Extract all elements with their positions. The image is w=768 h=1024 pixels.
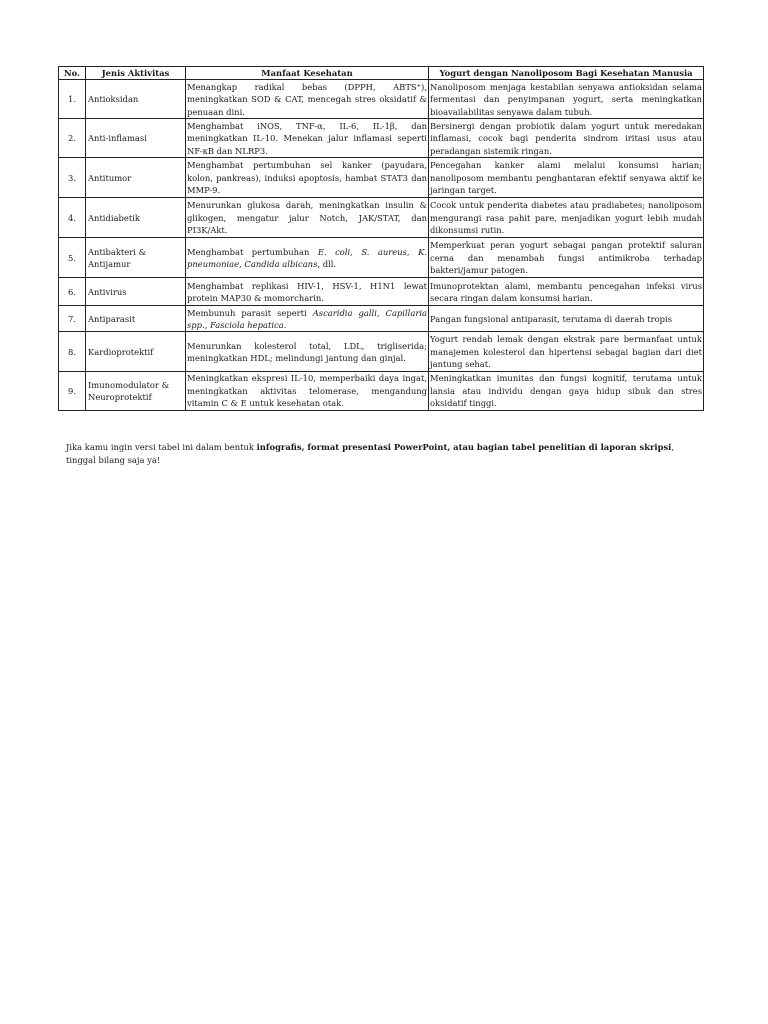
cell-yogurt-nanoliposom: Pangan fungsional antiparasit, terutama di daerah tropis [429,306,704,332]
cell-yogurt-nanoliposom: Yogurt rendah lemak dengan ekstrak pare bermanfaat untuk manajemen kolesterol dan hipertensi sebagai bagian dari diet jantung sehat. [429,332,704,372]
cell-text: , dll. [317,258,337,269]
note-text-end: , tinggal bilang saja ya! [66,442,675,465]
cell-manfaat-kesehatan: Menghambat replikasi HIV-1, HSV-1, H1N1 lewat protein MAP30 & momorcharin. [186,278,429,306]
table-row [59,238,704,278]
cell-text: Menghambat pertumbuhan [187,246,318,257]
cell-jenis-aktivitas: Antidiabetik [86,198,186,238]
cell-no: 3. [59,158,86,198]
document-page [58,66,703,411]
table-row [59,158,704,198]
cell-no: 8. [59,332,86,372]
cell-no: 7. [59,306,86,332]
cell-jenis-aktivitas: Antivirus [86,278,186,306]
species-name-text: Ascaridia galli, Capillaria spp., Fasciola hepatica [187,307,427,330]
cell-manfaat-kesehatan: Menghambat iNOS, TNF-α, IL-6, IL-1β, dan meningkatkan IL-10. Menekan jalur inflamasi seperti NF-κB dan NLRP3. [186,119,429,158]
cell-no: 4. [59,198,86,238]
cell-manfaat-kesehatan [186,238,429,278]
cell-manfaat-kesehatan [186,306,429,332]
note-bold-text: infografis, format presentasi PowerPoint, atau bagian tabel penelitian di laporan skripsi [256,442,672,453]
table-row [59,332,704,372]
cell-yogurt-nanoliposom: Imunoprotektan alami, membantu pencegahan infeksi virus secara ringan dalam konsumsi harian. [429,278,704,306]
cell-text: Membunuh parasit seperti [187,307,313,318]
cell-jenis-aktivitas: Anti-inflamasi [86,119,186,158]
header-jenis-aktivitas: Jenis Aktivitas [86,67,186,80]
cell-jenis-aktivitas: Antibakteri & Antijamur [86,238,186,278]
cell-text: . [283,319,287,330]
table-row [59,119,704,158]
header-yogurt-nanoliposom: Yogurt dengan Nanoliposom Bagi Kesehatan Manusia [429,67,704,80]
cell-yogurt-nanoliposom: Bersinergi dengan probiotik dalam yogurt untuk meredakan inflamasi, cocok bagi penderita sindrom iritasi usus atau peradangan sistemik ringan. [429,119,704,158]
cell-jenis-aktivitas: Imunomodulator & Neuroprotektif [86,372,186,410]
health-benefits-table [58,66,704,411]
cell-no: 6. [59,278,86,306]
cell-yogurt-nanoliposom: Meningkatkan imunitas dan fungsi kognitif, terutama untuk lansia atau individu dengan gaya hidup sibuk dan stres oksidatif tinggi. [430,373,702,409]
cell-manfaat-kesehatan: Menurunkan kolesterol total, LDL, trigliserida; meningkatkan HDL; melindungi jantung dan ginjal. [186,332,429,372]
table-row [59,372,704,410]
species-name-text: E. coli, S. aureus, K. pneumoniae, Candida albicans [187,246,427,269]
cell-yogurt-nanoliposom: Cocok untuk penderita diabetes atau pradiabetes; nanoliposom mengurangi rasa pahit pare, menjadikan yogurt lebih mudah dikonsumsi rutin. [429,198,704,238]
table-row [59,306,704,332]
note-text: Jika kamu ingin versi tabel ini dalam bentuk [66,442,257,453]
cell-jenis-aktivitas: Antiparasit [86,306,186,332]
cell-yogurt-nanoliposom: Pencegahan kanker alami melalui konsumsi harian; nanoliposom membantu penghantaran efektif senyawa aktif ke jaringan target. [429,158,704,198]
cell-no: 1. [59,80,86,119]
table-row [59,80,704,119]
table-header-row [59,67,704,80]
cell-jenis-aktivitas: Antitumor [86,158,186,198]
header-no: No. [59,67,86,80]
cell-yogurt-nanoliposom: Memperkuat peran yogurt sebagai pangan protektif saluran cerna dan menambah fungsi antimikroba terhadap bakteri/jamur patogen. [429,238,704,278]
closing-note [66,441,706,466]
cell-manfaat-kesehatan: Menghambat pertumbuhan sel kanker (payudara, kolon, pankreas), induksi apoptosis, hambat STAT3 dan MMP-9. [186,158,429,198]
table-row [59,278,704,306]
cell-manfaat-kesehatan: Menurunkan glukosa darah, meningkatkan insulin & glikogen, mengatur jalur Notch, JAK/STAT, dan PI3K/Akt. [186,198,429,238]
cell-no: 2. [59,119,86,158]
cell-manfaat-kesehatan: Meningkatkan ekspresi IL-10, memperbaiki daya ingat, meningkatkan aktivitas telomerase, mengandung vitamin C & E untuk kesehatan otak. [187,373,427,409]
cell-yogurt-nanoliposom: Nanoliposom menjaga kestabilan senyawa antioksidan selama fermentasi dan penyimpanan yogurt, serta meningkatkan bioavailabilitas senyawa dalam tubuh. [429,80,704,119]
cell-no: 9. [59,372,86,410]
cell-manfaat-kesehatan: Menangkap radikal bebas (DPPH, ABTS⁺), meningkatkan SOD & CAT, mencegah stres oksidatif & penuaan dini. [186,80,429,119]
cell-no: 5. [59,238,86,278]
cell-jenis-aktivitas: Antioksidan [86,80,186,119]
cell-jenis-aktivitas: Kardioprotektif [86,332,186,372]
table-row [59,198,704,238]
header-manfaat-kesehatan: Manfaat Kesehatan [186,67,429,80]
